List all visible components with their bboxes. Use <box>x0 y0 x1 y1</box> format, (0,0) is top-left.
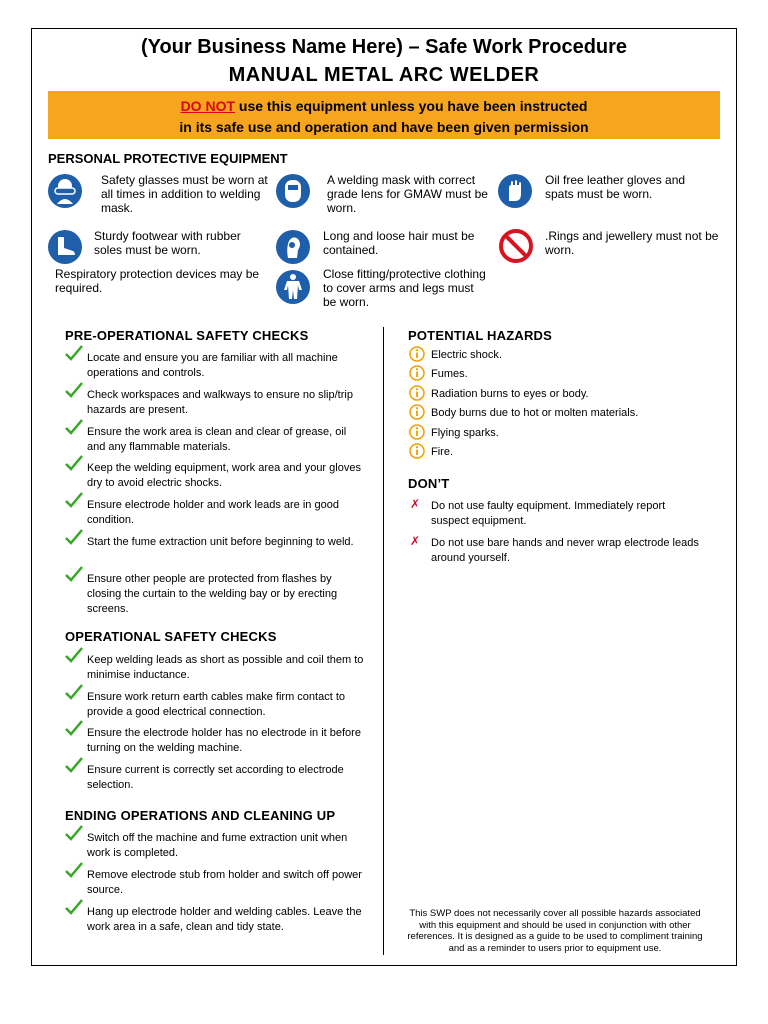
hair-icon <box>276 230 310 264</box>
hazard-item: Fire. <box>431 446 453 458</box>
operational-item: Ensure current is correctly set according to electrode selection. <box>87 764 344 791</box>
check-icon <box>65 647 83 663</box>
operational-title: OPERATIONAL SAFETY CHECKS <box>65 629 277 644</box>
warning-info-icon <box>409 424 425 440</box>
operational-item: Ensure work return earth cables make firm contact to provide a good electrical connection. <box>87 691 345 718</box>
warning-info-icon <box>409 385 425 401</box>
warning-line2: in its safe use and operation and have been given permission <box>179 119 589 135</box>
dont-item: Do not use bare hands and never wrap electrode leads around yourself. <box>431 537 699 564</box>
ppe-text-gloves: Oil free leather gloves and spats must be worn. <box>545 173 686 201</box>
check-icon <box>65 455 83 471</box>
overalls-icon <box>276 270 310 304</box>
page-title: (Your Business Name Here) – Safe Work Procedure <box>140 36 628 58</box>
pre-operational-title: PRE-OPERATIONAL SAFETY CHECKS <box>65 328 309 343</box>
check-icon <box>65 825 83 841</box>
welding-mask-icon <box>276 174 310 208</box>
hazard-item: Flying sparks. <box>431 427 499 439</box>
dont-item: Do not use faulty equipment. Immediately report suspect equipment. <box>431 500 666 527</box>
check-icon <box>65 419 83 435</box>
ppe-text-footwear: Sturdy footwear with rubber soles must be worn. <box>94 229 241 257</box>
check-icon <box>65 757 83 773</box>
gloves-icon <box>498 174 532 208</box>
hazard-item: Electric shock. <box>431 349 502 361</box>
ppe-text-glasses: Safety glasses must be worn at all times in addition to welding mask. <box>101 173 268 215</box>
check-icon <box>65 492 83 508</box>
column-divider <box>383 327 384 955</box>
operational-item: Ensure the electrode holder has no electrode in it before turning on the welding machine. <box>87 727 361 754</box>
pre-op-item: Ensure the work area is clean and clear of grease, oil and any flammable materials. <box>87 426 347 453</box>
safety-glasses-icon <box>48 174 82 208</box>
disclaimer-footnote: This SWP does not necessarily cover all possible hazards associated with this equipment and should be used in conjunction with other references. It is designed as a guide to be used to compliment training and as a reminder to users prior to equipment use. <box>407 908 703 954</box>
operational-item: Keep welding leads as short as possible and coil them to minimise inductance. <box>87 654 364 681</box>
warning-banner <box>48 91 720 139</box>
hazards-title: POTENTIAL HAZARDS <box>408 328 552 343</box>
cross-icon: ✗ <box>410 534 421 548</box>
ppe-text-respiratory: Respiratory protection devices may be required. <box>55 267 260 295</box>
ppe-title: PERSONAL PROTECTIVE EQUIPMENT <box>48 151 288 166</box>
hazard-item: Fumes. <box>431 368 468 380</box>
cross-icon: ✗ <box>410 497 421 511</box>
page-subtitle: MANUAL METAL ARC WELDER <box>228 64 540 86</box>
check-icon <box>65 382 83 398</box>
ppe-text-clothing: Close fitting/protective clothing to cover arms and legs must be worn. <box>323 267 486 309</box>
warning-info-icon <box>409 365 425 381</box>
warning-info-icon <box>409 346 425 362</box>
pre-op-item: Locate and ensure you are familiar with all machine operations and controls. <box>87 352 338 379</box>
pre-op-item: Start the fume extraction unit before beginning to weld. <box>87 536 354 548</box>
warning-line1: use this equipment unless you have been instructed <box>235 98 588 114</box>
ending-item: Remove electrode stub from holder and switch off power source. <box>87 869 362 896</box>
check-icon <box>65 899 83 915</box>
pre-op-item: Ensure electrode holder and work leads are in good condition. <box>87 499 339 526</box>
ppe-text-jewellery: .Rings and jewellery must not be worn. <box>545 229 719 257</box>
ending-item: Hang up electrode holder and welding cables. Leave the work area in a safe, clean and tidy state. <box>87 906 362 933</box>
check-icon <box>65 345 83 361</box>
boots-icon <box>48 230 82 264</box>
ppe-text-hair: Long and loose hair must be contained. <box>323 229 475 257</box>
dont-title: DON’T <box>408 476 450 491</box>
warning-info-icon <box>409 443 425 459</box>
page-frame <box>31 28 737 966</box>
check-icon <box>65 566 83 582</box>
check-icon <box>65 529 83 545</box>
no-jewellery-icon <box>498 228 534 264</box>
hazard-item: Body burns due to hot or molten materials. <box>431 407 639 419</box>
ending-title: ENDING OPERATIONS AND CLEANING UP <box>65 808 336 823</box>
warning-info-icon <box>409 404 425 420</box>
warning-emphasis: DO NOT <box>180 98 236 114</box>
check-icon <box>65 684 83 700</box>
pre-op-item: Check workspaces and walkways to ensure no slip/trip hazards are present. <box>87 389 353 416</box>
hazard-item: Radiation burns to eyes or body. <box>431 388 589 400</box>
pre-op-item: Ensure other people are protected from flashes by closing the curtain to the welding bay or by erecting screens. <box>87 573 338 615</box>
check-icon <box>65 862 83 878</box>
ppe-text-mask: A welding mask with correct grade lens for GMAW must be worn. <box>327 173 488 215</box>
ending-item: Switch off the machine and fume extraction unit when work is completed. <box>87 832 348 859</box>
check-icon <box>65 720 83 736</box>
pre-op-item: Keep the welding equipment, work area and your gloves dry to avoid electric shocks. <box>87 462 361 489</box>
